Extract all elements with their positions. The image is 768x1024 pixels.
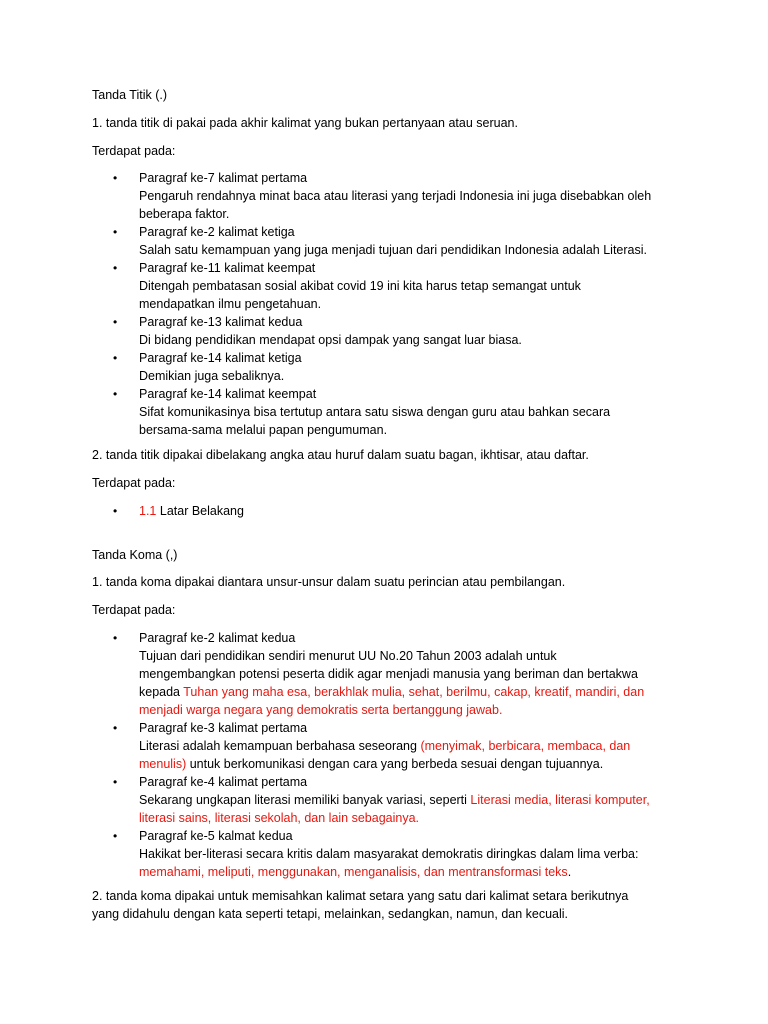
item-line: [139, 502, 692, 520]
highlighted-list: literasi sains, literasi sekolah, dan lain sebagainya.: [139, 811, 420, 825]
item-sentence: mendapatkan ilmu pengetahuan.: [139, 297, 322, 311]
item-sentence: [139, 737, 692, 755]
item-label: Paragraf ke-7 kalimat pertama: [139, 171, 308, 185]
rule-titik-2: 2. tanda titik dipakai dibelakang angka atau huruf dalam suatu bagan, ikhtisar, atau daftar.: [92, 448, 589, 462]
item-label: Paragraf ke-11 kalimat keempat: [139, 261, 316, 275]
list-item: [92, 719, 692, 773]
item-label: Paragraf ke-2 kalimat kedua: [139, 631, 296, 645]
item-sentence: [139, 863, 692, 881]
rule-koma-2: [92, 887, 692, 923]
terdapat-pada-label: Terdapat pada:: [92, 476, 176, 490]
list-item: [92, 827, 692, 881]
bullet-icon: •: [113, 504, 118, 518]
highlighted-list: menulis): [139, 757, 187, 771]
plain-text: Sekarang ungkapan literasi memiliki banyak variasi, seperti: [139, 793, 471, 807]
item-label: Paragraf ke-3 kalimat pertama: [139, 721, 308, 735]
item-sentence: [139, 791, 692, 809]
highlighted-list: memahami, meliputi, menggunakan, menganalisis, dan mentransformasi teks: [139, 865, 568, 879]
item-label: Paragraf ke-2 kalimat ketiga: [139, 225, 295, 239]
terdapat-pada-label: Terdapat pada:: [92, 144, 176, 158]
bullet-icon: •: [113, 775, 118, 789]
highlighted-list: Literasi media, literasi komputer,: [470, 793, 650, 807]
bullet-icon: •: [113, 171, 118, 185]
bullet-icon: •: [113, 225, 118, 239]
list-item: [92, 773, 692, 827]
list-item: [92, 169, 692, 223]
item-sentence: Hakikat ber-literasi secara kritis dalam masyarakat demokratis diringkas dalam lima verba:: [139, 847, 639, 861]
terdapat-pada-label: Terdapat pada:: [92, 603, 176, 617]
list-item: [92, 502, 692, 520]
list-item: [92, 385, 692, 439]
list-item: [92, 259, 692, 313]
item-label: Paragraf ke-4 kalimat pertama: [139, 775, 308, 789]
rule-titik-1: 1. tanda titik di pakai pada akhir kalimat yang bukan pertanyaan atau seruan.: [92, 116, 518, 130]
highlighted-list: Tuhan yang maha esa, berakhlak mulia, sehat, berilmu, cakap, kreatif, mandiri, dan: [183, 685, 645, 699]
bullet-icon: •: [113, 387, 118, 401]
bullet-icon: •: [113, 351, 118, 365]
item-label: Paragraf ke-14 kalimat keempat: [139, 387, 317, 401]
item-sentence: mengembangkan potensi peserta didik agar menjadi manusia yang beriman dan bertakwa: [139, 667, 638, 681]
item-text: Latar Belakang: [156, 504, 244, 518]
item-sentence: Tujuan dari pendidikan sendiri menurut UU No.20 Tahun 2003 adalah untuk: [139, 649, 557, 663]
koma-rule1-list: [92, 629, 692, 881]
item-sentence: Pengaruh rendahnya minat baca atau literasi yang terjadi Indonesia ini juga disebabkan oleh: [139, 189, 652, 203]
list-item: [92, 629, 692, 719]
rule-line: 2. tanda koma dipakai untuk memisahkan kalimat setara yang satu dari kalimat setara berikutnya: [92, 889, 629, 903]
list-item: [92, 313, 692, 349]
item-sentence: beberapa faktor.: [139, 207, 230, 221]
titik-rule2-list: [92, 502, 692, 520]
item-label: Paragraf ke-13 kalimat kedua: [139, 315, 303, 329]
plain-text: untuk berkomunikasi dengan cara yang berbeda sesuai dengan tujuannya.: [186, 757, 604, 771]
highlighted-list: (menyimak, berbicara, membaca, dan: [420, 739, 631, 753]
titik-rule1-list: [92, 169, 692, 439]
item-sentence: Demikian juga sebaliknya.: [139, 369, 285, 383]
item-sentence: Ditengah pembatasan sosial akibat covid 19 ini kita harus tetap semangat untuk: [139, 279, 581, 293]
heading-tanda-koma: Tanda Koma (,): [92, 548, 178, 562]
highlighted-list: menjadi warga negara yang demokratis serta bertanggung jawab.: [139, 703, 503, 717]
item-sentence: [139, 683, 692, 701]
item-sentence: Salah satu kemampuan yang juga menjadi tujuan dari pendidikan Indonesia adalah Literasi.: [139, 243, 647, 257]
bullet-icon: •: [113, 261, 118, 275]
item-sentence: [139, 755, 692, 773]
item-sentence: Sifat komunikasinya bisa tertutup antara satu siswa dengan guru atau bahkan secara: [139, 405, 611, 419]
bullet-icon: •: [113, 829, 118, 843]
item-number: 1.1: [139, 504, 157, 518]
item-label: Paragraf ke-14 kalimat ketiga: [139, 351, 302, 365]
bullet-icon: •: [113, 721, 118, 735]
list-item: [92, 349, 692, 385]
item-sentence: Di bidang pendidikan mendapat opsi dampak yang sangat luar biasa.: [139, 333, 522, 347]
heading-tanda-titik: Tanda Titik (.): [92, 88, 168, 102]
item-sentence: bersama-sama melalui papan pengumuman.: [139, 423, 388, 437]
item-label: Paragraf ke-5 kalmat kedua: [139, 829, 293, 843]
plain-text: Literasi adalah kemampuan berbahasa seseorang: [139, 739, 421, 753]
bullet-icon: •: [113, 631, 118, 645]
plain-text: .: [567, 865, 572, 879]
rule-koma-1: 1. tanda koma dipakai diantara unsur-unsur dalam suatu perincian atau pembilangan.: [92, 575, 566, 589]
rule-line: yang didahulu dengan kata seperti tetapi, melainkan, sedangkan, namun, dan kecuali.: [92, 907, 569, 921]
list-item: [92, 223, 692, 259]
bullet-icon: •: [113, 315, 118, 329]
plain-text: kepada: [139, 685, 184, 699]
